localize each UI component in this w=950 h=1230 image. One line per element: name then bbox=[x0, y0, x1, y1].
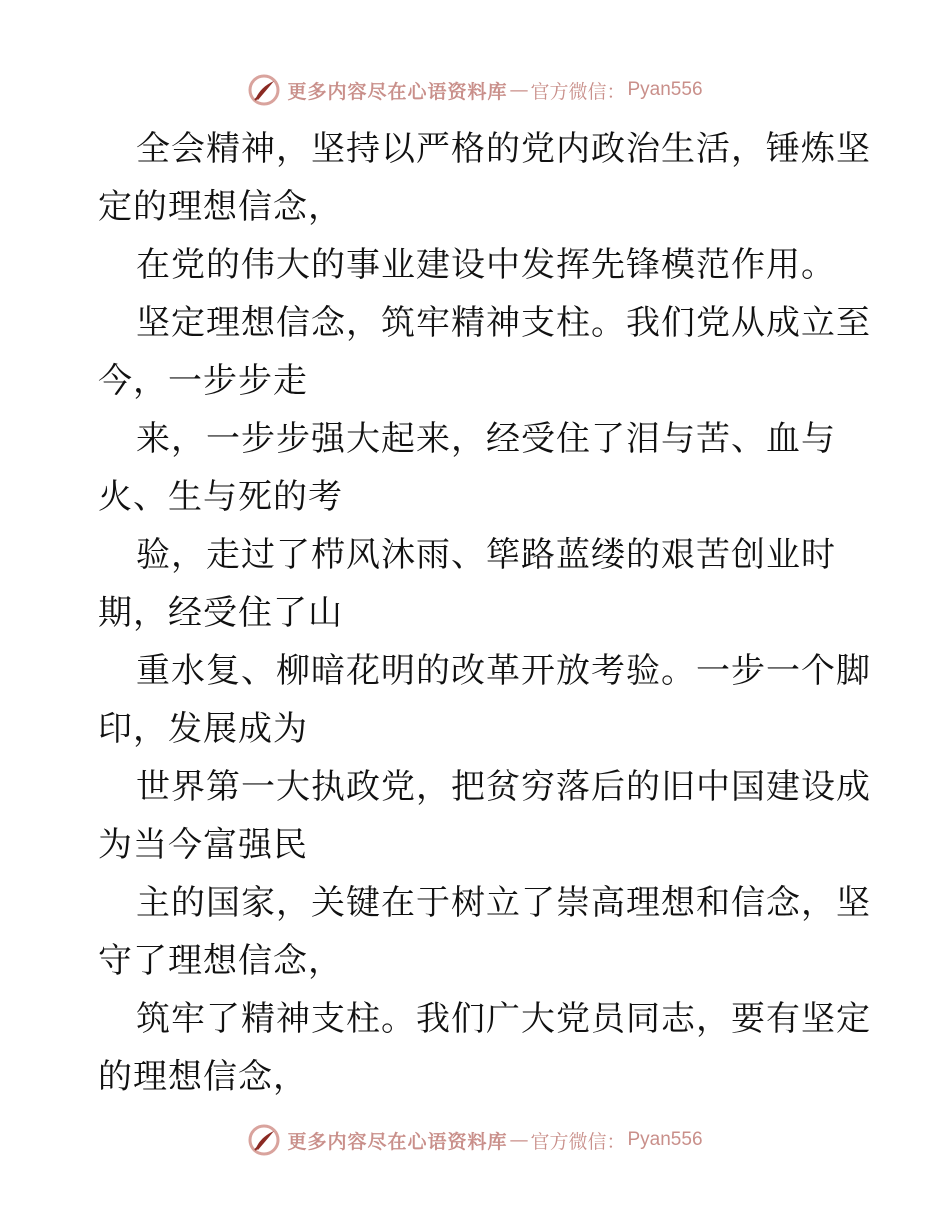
banner-wechat-label: 官方微信： bbox=[530, 80, 626, 103]
banner-wechat-id: Pyan556 bbox=[627, 79, 703, 100]
pen-logo-icon bbox=[247, 1123, 281, 1157]
banner-wechat-id: Pyan556 bbox=[627, 1129, 703, 1150]
pen-logo-icon bbox=[247, 73, 281, 107]
body-text-line: 重水复、柳暗花明的改革开放考验。一步一个脚 bbox=[136, 651, 871, 691]
body-text-line: 的理想信念， bbox=[98, 1057, 308, 1097]
banner-site-text: 更多内容尽在心语资料库 bbox=[287, 80, 508, 103]
body-text-line: 世界第一大执政党，把贫穷落后的旧中国建设成 bbox=[136, 767, 871, 807]
document-body bbox=[98, 120, 871, 1106]
body-text-line: 验，走过了栉风沐雨、筚路蓝缕的艰苦创业时 bbox=[136, 535, 836, 575]
body-text-line: 主的国家，关键在于树立了崇高理想和信念，坚 bbox=[136, 883, 871, 923]
body-text-line: 期，经受住了山 bbox=[98, 593, 343, 633]
body-text-line: 在党的伟大的事业建设中发挥先锋模范作用。 bbox=[136, 245, 836, 285]
banner-separator: — bbox=[509, 1129, 529, 1151]
banner-site-text: 更多内容尽在心语资料库 bbox=[287, 1130, 508, 1153]
body-text-line: 定的理想信念， bbox=[98, 187, 343, 227]
body-text-line: 全会精神，坚持以严格的党内政治生活，锤炼坚 bbox=[136, 129, 871, 169]
body-text-line: 火、生与死的考 bbox=[98, 477, 343, 517]
body-text-line: 守了理想信念， bbox=[98, 941, 343, 981]
body-text-line: 为当今富强民 bbox=[98, 825, 308, 865]
body-text-line: 今，一步步走 bbox=[98, 361, 308, 401]
banner-separator: — bbox=[509, 79, 529, 101]
body-text-line: 筑牢了精神支柱。我们广大党员同志，要有坚定 bbox=[136, 999, 871, 1039]
header-banner bbox=[0, 70, 950, 110]
body-text-line: 坚定理想信念，筑牢精神支柱。我们党从成立至 bbox=[136, 303, 871, 343]
body-text-line: 来，一步步强大起来，经受住了泪与苦、血与 bbox=[136, 419, 836, 459]
banner-wechat-label: 官方微信： bbox=[530, 1130, 626, 1153]
body-text-line: 印，发展成为 bbox=[98, 709, 308, 749]
footer-banner bbox=[0, 1120, 950, 1160]
